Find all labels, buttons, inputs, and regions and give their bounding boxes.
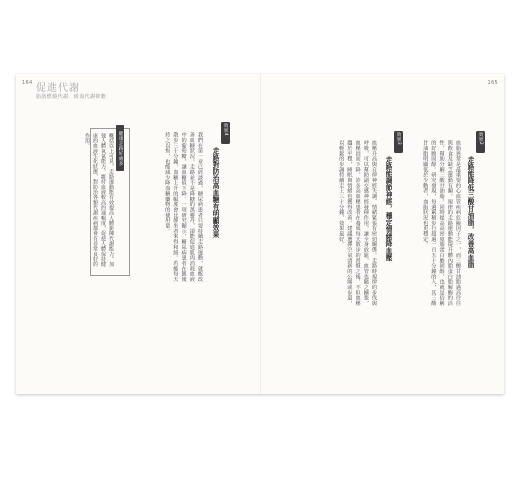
tip-text: 概括以上可見，走路運動能有效提高人體新陳代謝能力，加強人體氧氣能力，維持血液較高的通暢度，促使人體保持健康的血液生化狀態，對防治各類代謝疾病都會有非常良好的作用。 <box>84 133 114 267</box>
running-subtitle: 脂肪燃燒代謝．緩血代謝抑膽 <box>36 94 107 100</box>
tip-box <box>84 128 130 276</box>
effect4-badge-label: 效果4 <box>223 123 228 137</box>
effect3-body: 血壓升高與自律神經失調、情緒緊張有密切關係。走路時規律的步伐與呼吸，可以幫助副交感神經發揮作用，讓全身放鬆，血管也隨之擴張，血壓因而下降。許多高血壓患者在養成每天散步的習慣之後，不但血壓趨於平穩，睡眠與情緒也獲得改善。建議選擇空氣清新的公園或步道，以輕鬆的步調持續走上三十分鐘，效果最好。 <box>338 140 377 306</box>
effect4-title: 走路對防治高血糖有明顯效果 <box>211 147 219 238</box>
effect3-badge <box>394 131 403 153</box>
effect4-badge <box>221 122 230 144</box>
gutter <box>260 74 261 394</box>
effect2-body: 血脂異常是最重要的心血管疾病危險因子之一，而三酸甘油脂過高往往與飲食及缺乏運動有關。規律的走路運動能提升體內脂蛋白脂解酶的活性，幫助分解三酸甘油脂，同時提高高密度脂蛋白膽固醇，也就是俗稱的好膽固醇。研究發現，每週累積步行超過一百五十分鐘的人，其三酸甘油脂明顯低於少動者，血脂狀況也更穩定。 <box>422 140 461 306</box>
right-page-number: 165 <box>487 80 498 86</box>
tip-label: 健康走路好處多 <box>116 125 124 171</box>
effect3-badge-label: 效果3 <box>396 132 401 146</box>
book-spread <box>16 74 504 394</box>
effect3-title: 走路能調節神經，穩定情緒降血壓 <box>384 156 392 261</box>
left-page-number: 164 <box>22 80 33 86</box>
running-title: 促進代謝 <box>36 83 80 94</box>
effect4-body: 我們在第一章已經談過，糖尿病患者只要持續走路運動，就能改善血糖狀況。走路並不是降糖的萬靈丹，卻能促進肌肉消耗血液中的葡萄糖，讓血糖值下降。一項研究顯示，糖尿病患者在飯後散步三十分鐘，血糖上升的幅度會比靜坐者來得和緩。若能每天持之以恆，也能減少降血糖藥物的使用量。 <box>164 132 203 282</box>
effect2-badge <box>476 131 485 153</box>
effect2-title: 走路能降低三酸甘油脂，改善高血脂 <box>466 156 474 268</box>
effect2-badge-label: 效果2 <box>478 132 483 146</box>
